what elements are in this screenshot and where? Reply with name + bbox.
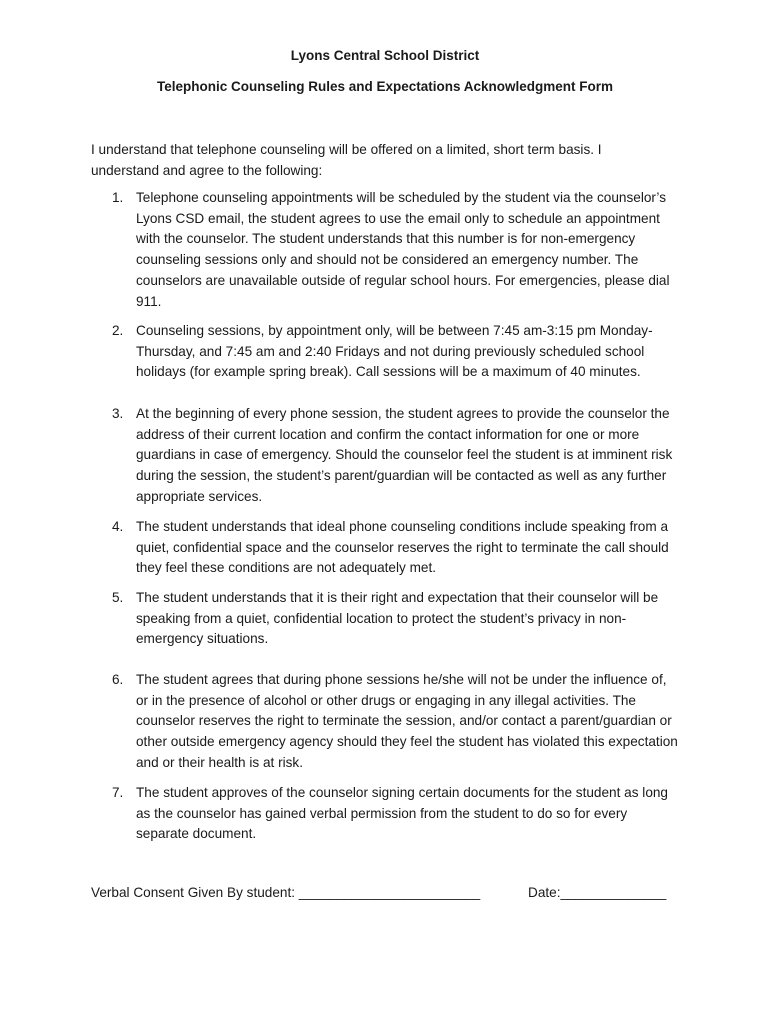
list-item [112, 188, 682, 312]
list-item [112, 588, 682, 650]
item-number: 6. [112, 672, 124, 687]
list-item [112, 783, 682, 845]
item-text: The student approves of the counselor signing certain documents for the student as long as the counselor has gained verbal permission from the student to do so for every separate document. [136, 785, 668, 842]
date-line: Date:______________ [528, 885, 667, 900]
item-text: At the beginning of every phone session, the student agrees to provide the counselor the address of their current location and confirm the contact information for one or more guardians in case of emergency. Should the counselor feel the student is at imminent risk during the session, the student’s parent/guardian will be contacted as well as any further appropriate services. [136, 406, 673, 504]
item-number: 2. [112, 323, 124, 338]
form-title: Telephonic Counseling Rules and Expectations Acknowledgment Form [156, 79, 614, 94]
item-number: 1. [112, 190, 124, 205]
item-text: The student agrees that during phone sessions he/she will not be under the influence of, or in the presence of alcohol or other drugs or engaging in any illegal activities. The counselor reserves the right to terminate the session, and/or contact a parent/guardian or other outside emergency agency should they feel the student has violated this expectation and or their health is at risk. [136, 672, 678, 770]
item-number: 4. [112, 519, 124, 534]
verbal-consent-line: Verbal Consent Given By student: ________________________ [91, 885, 481, 900]
item-number: 5. [112, 590, 124, 605]
list-item [112, 517, 682, 579]
item-number: 3. [112, 406, 124, 421]
item-text: The student understands that ideal phone counseling conditions include speaking from a quiet, confidential space and the counselor reserves the right to terminate the call should they feel these conditions are not adequately met. [136, 519, 669, 576]
item-text: The student understands that it is their right and expectation that their counselor will be speaking from a quiet, confidential location to protect the student’s privacy in non-emergency situations. [136, 590, 659, 647]
intro-paragraph: I understand that telephone counseling will be offered on a limited, short term basis. I understand and agree to the following: [91, 142, 602, 178]
list-item [112, 670, 682, 774]
list-item [112, 404, 682, 508]
item-text: Telephone counseling appointments will be scheduled by the student via the counselor’s Lyons CSD email, the student agrees to use the email only to schedule an appointment with the counselor. The student understands that this number is for non-emergency counseling sessions only and should not be considered an emergency number. The counselors are unavailable outside of regular school hours. For emergencies, please dial 911. [136, 190, 670, 309]
district-name: Lyons Central School District [290, 48, 480, 63]
item-number: 7. [112, 785, 124, 800]
item-text: Counseling sessions, by appointment only, will be between 7:45 am-3:15 pm Monday-Thursday, and 7:45 am and 2:40 Fridays and not during previously scheduled school holidays (for example spring break). Call sessions will be a maximum of 40 minutes. [136, 323, 653, 380]
list-item [112, 321, 682, 383]
